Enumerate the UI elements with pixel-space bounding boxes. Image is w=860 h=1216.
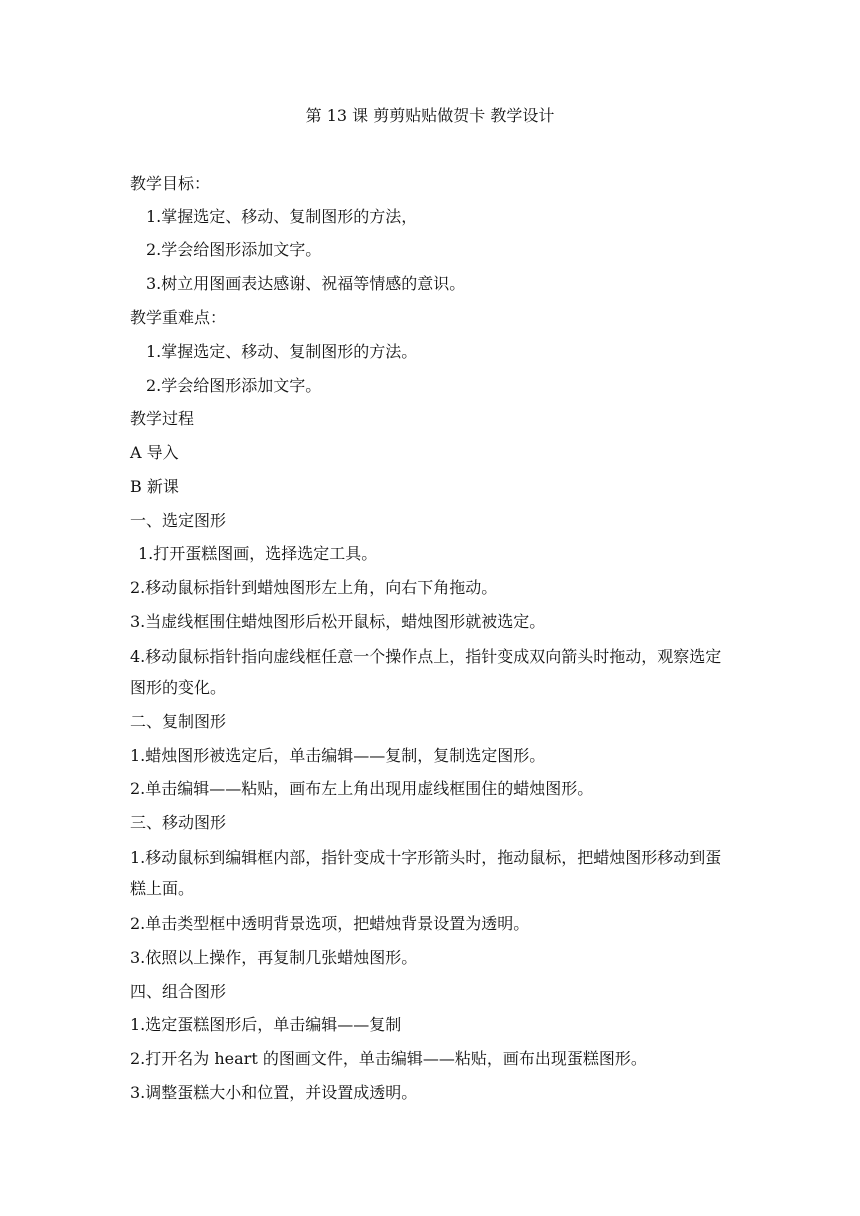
section-heading: 三、移动图形 xyxy=(130,813,227,832)
step-item: 3.依照以上操作，再复制几张蜡烛图形。 xyxy=(130,948,418,967)
keypoint-item: 1.掌握选定、移动、复制图形的方法。 xyxy=(146,342,418,361)
keypoints-heading: 教学重难点： xyxy=(130,308,227,327)
step-item: 1.打开蛋糕图画，选择选定工具。 xyxy=(138,544,378,563)
section-heading: 二、复制图形 xyxy=(130,712,227,731)
document-title: 第 13 课 剪剪贴贴做贺卡 教学设计 xyxy=(305,106,555,125)
section-heading: 一、选定图形 xyxy=(130,511,227,530)
step-item: 3.当虚线框围住蜡烛图形后松开鼠标，蜡烛图形就被选定。 xyxy=(130,612,546,631)
objective-item: 3.树立用图画表达感谢、祝福等情感的意识。 xyxy=(146,274,466,293)
objective-item: 1.掌握选定、移动、复制图形的方法， xyxy=(146,207,418,226)
step-item: 2.单击类型框中透明背景选项，把蜡烛背景设置为透明。 xyxy=(130,914,530,933)
part-a-heading: A 导入 xyxy=(130,443,179,462)
step-item: 1.移动鼠标到编辑框内部，指针变成十字形箭头时，拖动鼠标，把蜡烛图形移动到蛋糕上面。 xyxy=(130,848,722,898)
step-item: 2.单击编辑——粘贴，画布左上角出现用虚线框围住的蜡烛图形。 xyxy=(130,779,594,798)
process-heading: 教学过程 xyxy=(130,409,195,428)
part-b-heading: B 新课 xyxy=(130,477,179,496)
section-heading: 四、组合图形 xyxy=(130,982,227,1001)
keypoint-item: 2.学会给图形添加文字。 xyxy=(146,376,322,395)
step-item: 1.选定蛋糕图形后，单击编辑——复制 xyxy=(130,1015,402,1034)
step-item: 2.打开名为 heart 的图画文件，单击编辑——粘贴，画布出现蛋糕图形。 xyxy=(130,1049,647,1068)
objective-item: 2.学会给图形添加文字。 xyxy=(146,240,322,259)
objectives-heading: 教学目标： xyxy=(130,174,211,193)
step-item: 3.调整蛋糕大小和位置，并设置成透明。 xyxy=(130,1083,418,1102)
step-item: 1.蜡烛图形被选定后，单击编辑——复制，复制选定图形。 xyxy=(130,746,546,765)
step-item: 2.移动鼠标指针到蜡烛图形左上角，向右下角拖动。 xyxy=(130,578,498,597)
step-item: 4.移动鼠标指针指向虚线框任意一个操作点上，指针变成双向箭头时拖动，观察选定图形的变化。 xyxy=(130,647,722,697)
